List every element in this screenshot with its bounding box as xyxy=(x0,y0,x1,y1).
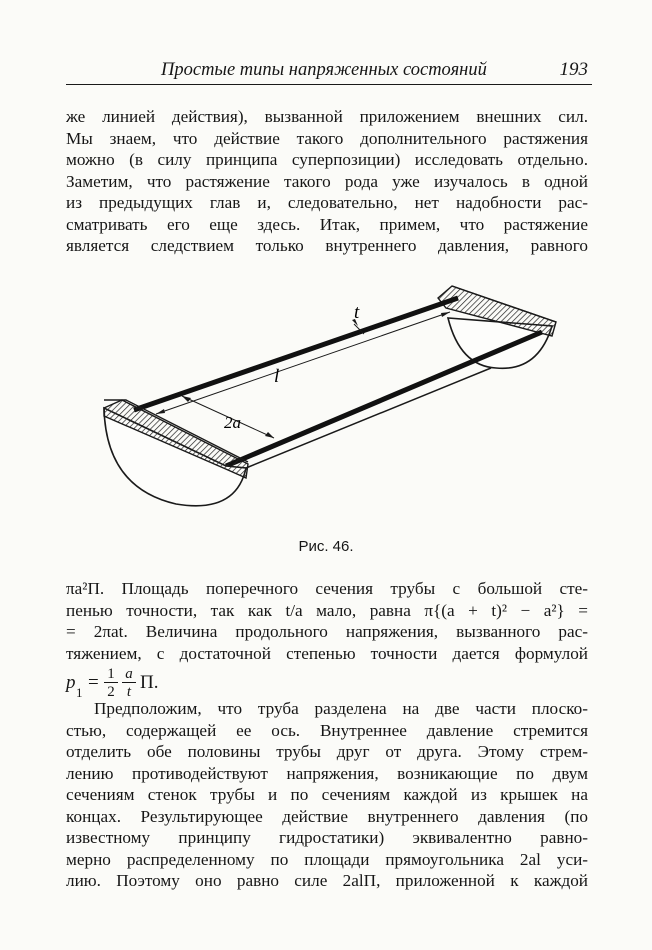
dimension-l-line xyxy=(156,312,450,414)
dimension-l-label: l xyxy=(274,366,280,387)
formula-subscript: 1 xyxy=(76,685,83,700)
paragraph-3 xyxy=(66,698,588,892)
text-line: стью, содержащей ее ось. Внутреннее давление стремится xyxy=(66,720,588,740)
text-line: же линией действия), вызванной приложением внешних сил. xyxy=(66,107,588,126)
text-line: лию. Поэтому оно равно силе 2alΠ, приложенной к каждой xyxy=(66,871,588,890)
dimension-t-label: t xyxy=(354,302,360,323)
text-line: является следствием только внутреннего давления, равного xyxy=(66,236,588,255)
text-line: из предыдущих глав и, следовательно, нет надобности рас- xyxy=(66,193,588,212)
running-title: Простые типы напряженных состояний xyxy=(161,60,487,80)
dimension-2a-label: 2a xyxy=(224,413,241,432)
pipe-bottom-edge xyxy=(246,368,491,468)
text-line: отделить обе половины трубы друг от друга. Этому стрем- xyxy=(66,742,588,761)
fraction-denominator: 2 xyxy=(107,684,115,700)
fraction-a-over-t xyxy=(122,666,136,699)
text-line: концах. Результирующее действие внутреннего давления (по xyxy=(66,806,588,826)
fraction-numerator: a xyxy=(122,666,136,683)
text-line: Заметим, что растяжение такого рода уже изучалось в одной xyxy=(66,171,588,191)
text-line: = 2πat. Величина продольного напряжения, вызванного рас- xyxy=(66,622,588,641)
paragraph-1 xyxy=(66,106,588,257)
paragraph-2 xyxy=(66,578,588,706)
fraction-one-half xyxy=(104,666,118,699)
fraction-numerator: 1 xyxy=(104,666,118,683)
text-line: сечениям стенок трубы и по сечениям каждой из крышек на xyxy=(66,785,588,804)
formula-lhs: p xyxy=(66,672,76,693)
formula-equals: = xyxy=(88,672,99,693)
text-line: можно (в силу принципа суперпозиции) исследовать отдельно. xyxy=(66,150,588,169)
running-header xyxy=(66,58,592,85)
fraction-denominator: t xyxy=(126,684,132,700)
formula-tail: Π. xyxy=(140,672,159,693)
text-line: пенью точности, так как t/a мало, равна π{(a + t)² − a²} = xyxy=(66,600,588,620)
text-line: Мы знаем, что действие такого дополнительного растяжения xyxy=(66,128,588,148)
text-line: тяжением, с достаточной степенью точности дается формулой xyxy=(66,643,588,663)
page-number: 193 xyxy=(559,59,588,80)
lower-wall xyxy=(226,332,542,466)
upper-wall xyxy=(134,298,458,410)
text-line: сматривать его еще здесь. Итак, примем, что растяжение xyxy=(66,214,588,234)
text-line: известному принципу гидростатики) эквивалентно равно- xyxy=(66,828,588,847)
pipe-figure xyxy=(96,268,566,518)
text-line: Предположим, что труба разделена на две части плоско- xyxy=(94,699,588,718)
text-line: лению противодействуют напряжения, возникающие по двум xyxy=(66,763,588,783)
figure-caption: Рис. 46. xyxy=(298,538,354,555)
text-line: πa²Π. Площадь поперечного сечения трубы с большой сте- xyxy=(66,579,588,598)
text-line: мерно распределенному по площади прямоугольника 2al уси- xyxy=(66,849,588,869)
